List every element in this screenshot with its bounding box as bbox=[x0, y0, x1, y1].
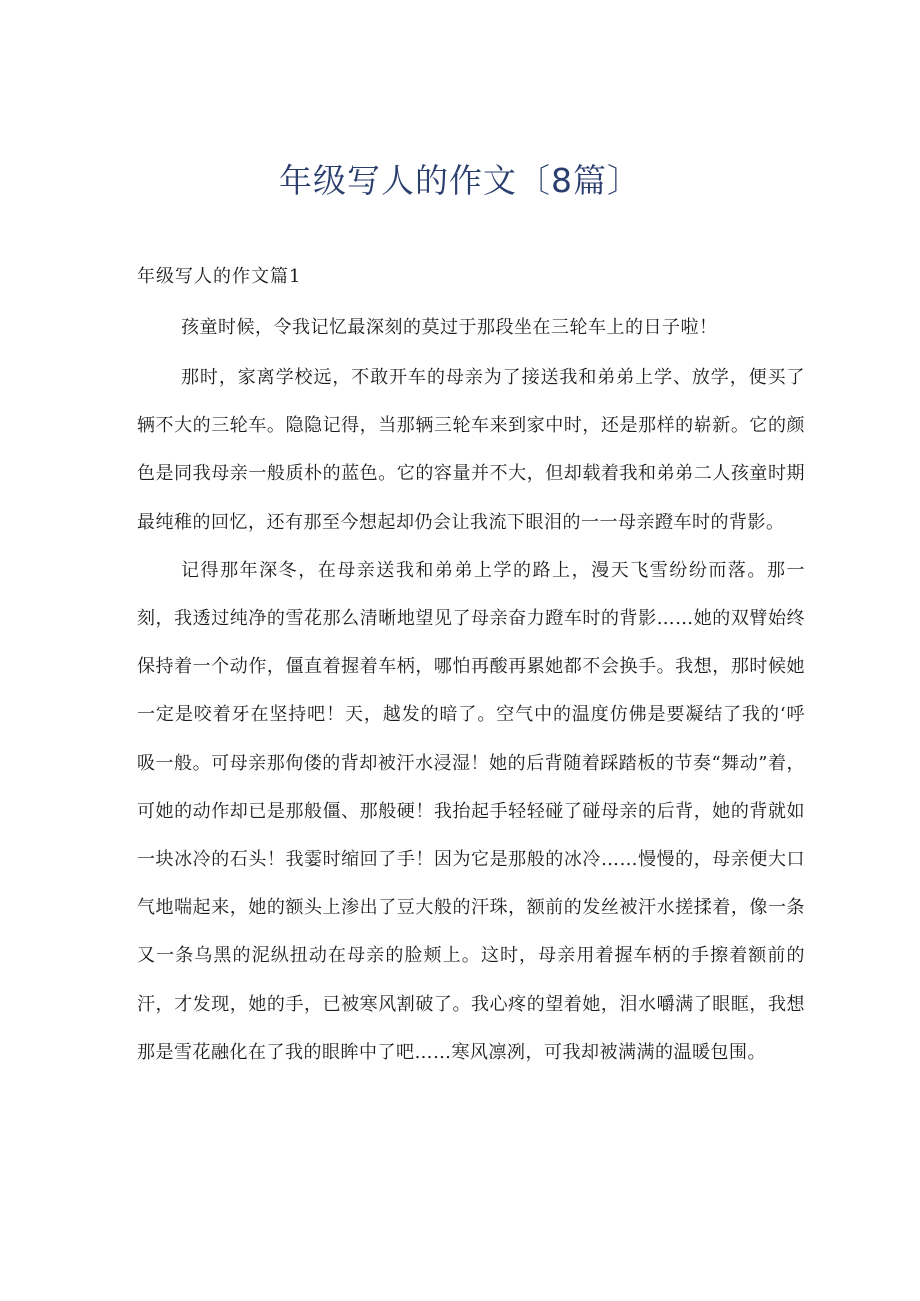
paragraph-2: 那时，家离学校远，不敢开车的母亲为了接送我和弟弟上学、放学，便买了辆不大的三轮车。隐隐记得，当那辆三轮车来到家中时，还是那样的崭新。它的颜色是同我母亲一般质朴的蓝色。它的容量并不大，但却载着我和弟弟二人孩童时期最纯稚的回忆，还有那至今想起却仍会让我流下眼泪的一一母亲蹬车时的背影。 bbox=[137, 367, 805, 533]
paragraph-3: 记得那年深冬，在母亲送我和弟弟上学的路上，漫天飞雪纷纷而落。那一刻，我透过纯净的雪花那么清晰地望见了母亲奋力蹬车时的背影……她的双臂始终保持着一个动作，僵直着握着车柄，哪怕再酸再累她都不会换手。我想，那时候她一定是咬着牙在坚持吧！天，越发的暗了。空气中的温度仿佛是要凝结了我的‘呼吸一般。可母亲那佝偻的背却被汗水浸湿！她的后背随着踩踏板的节奏“舞动”着，可她的动作却已是那般僵、那般硬！我抬起手轻轻碰了碰母亲的后背，她的背就如一块冰冷的石头！我霎时缩回了手！因为它是那般的冰冷……慢慢的，母亲便大口气地喘起来，她的额头上渗出了豆大般的汗珠，额前的发丝被汗水搓揉着，像一条又一条乌黑的泥纵扭动在母亲的脸颊上。这时，母亲用着握车柄的手擦着额前的汗，才发现，她的手，已被寒风割破了。我心疼的望着她，泪水嚼满了眼眶，我想那是雪花融化在了我的眼眸中了吧……寒风凛冽，可我却被满满的温暖包围。 bbox=[137, 559, 805, 1063]
paragraph-1: 孩童时候，令我记忆最深刻的莫过于那段坐在三轮车上的日子啦！ bbox=[181, 317, 718, 338]
section-heading: 年级写人的作文篇1 bbox=[137, 266, 302, 287]
article-body bbox=[137, 314, 805, 1077]
document-title: 年级写人的作文〔8篇〕 bbox=[279, 161, 641, 200]
